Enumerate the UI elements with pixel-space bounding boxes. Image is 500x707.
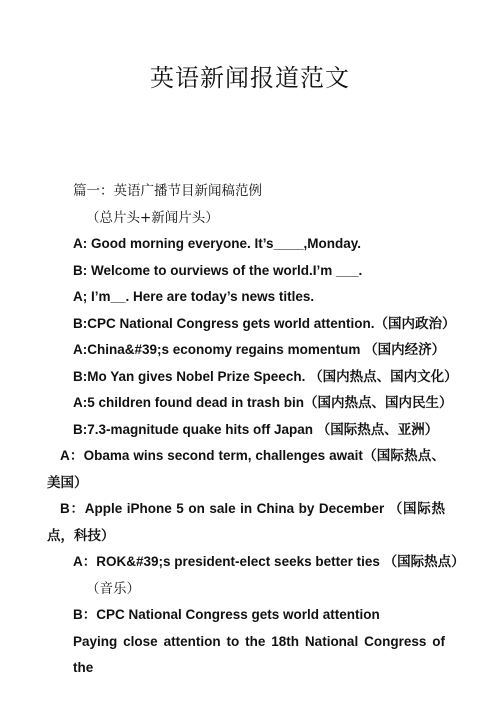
section-heading: 篇一：英语广播节目新闻稿范例	[73, 183, 262, 199]
paragraph-line: B:Mo Yan gives Nobel Prize Speech. （国内热点、国内文化）	[73, 368, 458, 384]
paragraph-line: A:China&#39;s economy regains momentum （国内经济）	[73, 342, 446, 357]
paragraph-line: B：Apple iPhone 5 on sale in China by December （国际热点，科技）	[47, 501, 445, 543]
paragraph-line: A; I’m__. Here are today’s news titles.	[73, 289, 315, 304]
document-body	[47, 178, 465, 682]
document-title: 英语新闻报道范文	[150, 64, 350, 92]
paragraph-line: B: Welcome to ourviews of the world.I’m ___.	[73, 262, 363, 278]
paragraph-line: A: Good morning everyone. It’s____,Monday.	[73, 236, 362, 251]
paragraph-line: A：ROK&#39;s president-elect seeks better ties （国际热点）	[73, 554, 465, 569]
paragraph-line: A:5 children found dead in trash bin（国内热点、国内民生）	[73, 395, 453, 410]
paragraph-line: B:7.3-magnitude quake hits off Japan （国际热点、亚洲）	[73, 421, 439, 437]
paragraph-line: A：Obama wins second term, challenges await（国际热点、美国）	[47, 448, 445, 490]
paragraph-line: （音乐）	[86, 580, 140, 597]
paragraph-line: B:CPC National Congress gets world attention.（国内政治）	[73, 315, 456, 331]
paragraph-line: B：CPC National Congress gets world attention	[73, 607, 380, 622]
paragraph-line: Paying close attention to the 18th National Congress of the	[73, 633, 445, 675]
paragraph-line: （总片头+新闻片头）	[86, 209, 219, 226]
